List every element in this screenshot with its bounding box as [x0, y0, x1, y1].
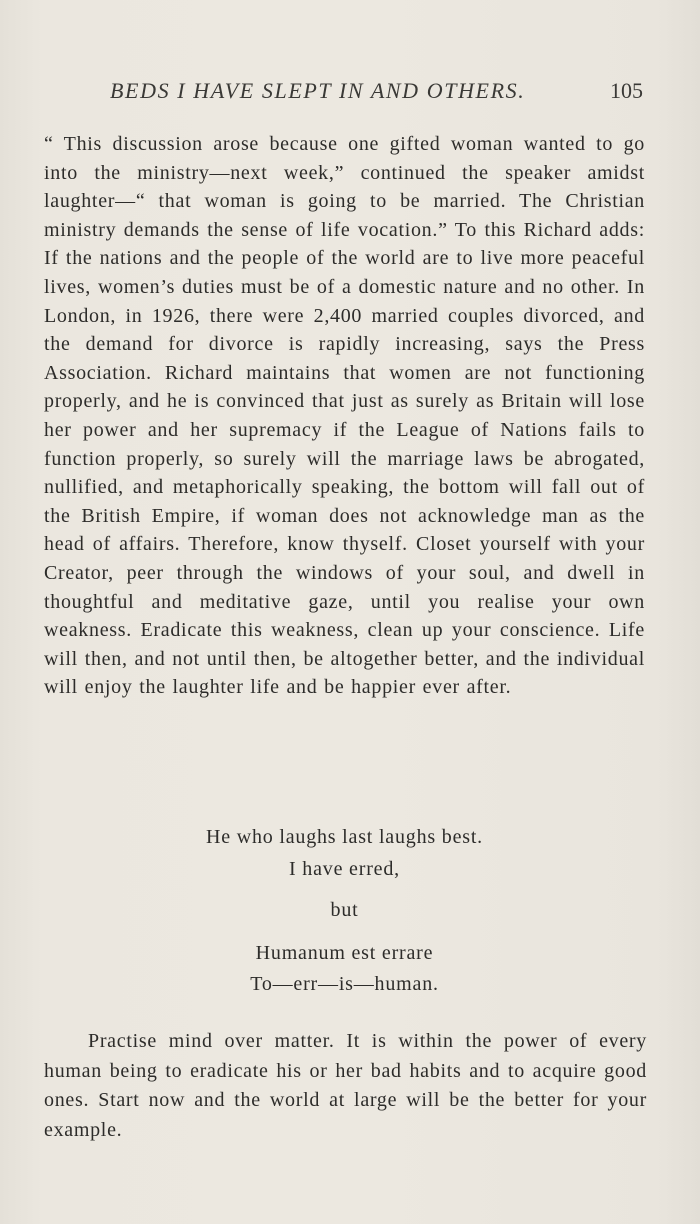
page-header — [110, 78, 645, 108]
verse-line-3: but — [330, 899, 359, 921]
verse-line-1: He who laughs last laughs best. — [206, 826, 483, 848]
body-paragraph: “ This discussion arose because one gifted woman wanted to go into the ministry—next week,” continued the speaker amidst laughter—“ that woman is going to be married. The Christian ministry demands the sense of life vocation.” To this Richard adds: If the nations and the people of the world are to live more peaceful lives, women’s duties must be of a domestic nature and no other. In London, in 1926, there were 2,400 married couples divorced, and the demand for divorce is rapidly increasing, says the Press Association. Richard maintains that women are not functioning properly, and he is convinced that just as surely as Britain will lose her power and her supremacy if the League of Nations fails to function properly, so surely will the marriage laws be abrogated, nullified, and metaphorically speaking, the bottom will fall out of the British Empire, if woman does not acknowledge man as the head of affairs. Therefore, know thyself. Closet yourself with your Creator, peer through the windows of your soul, and dwell in thoughtful and meditative gaze, until you realise your own weakness. Eradicate this weakness, clean up your conscience. Life will then, and not until then, be altogether better, and the individual will enjoy the laughter life and be happier ever after. — [44, 133, 645, 699]
verse-line-5: To—err—is—human. — [250, 973, 439, 995]
verse-line-2: I have erred, — [289, 858, 400, 880]
running-head: BEDS I HAVE SLEPT IN AND OTHERS. — [110, 78, 526, 103]
verse-line-4: Humanum est errare — [255, 942, 434, 964]
page-number: 105 — [610, 78, 643, 103]
closing-paragraph: Practise mind over matter. It is within the power of every human being to eradicate his or her bad habits and to acquire good ones. Start now and the world at large will be the better for your example. — [44, 1030, 647, 1141]
